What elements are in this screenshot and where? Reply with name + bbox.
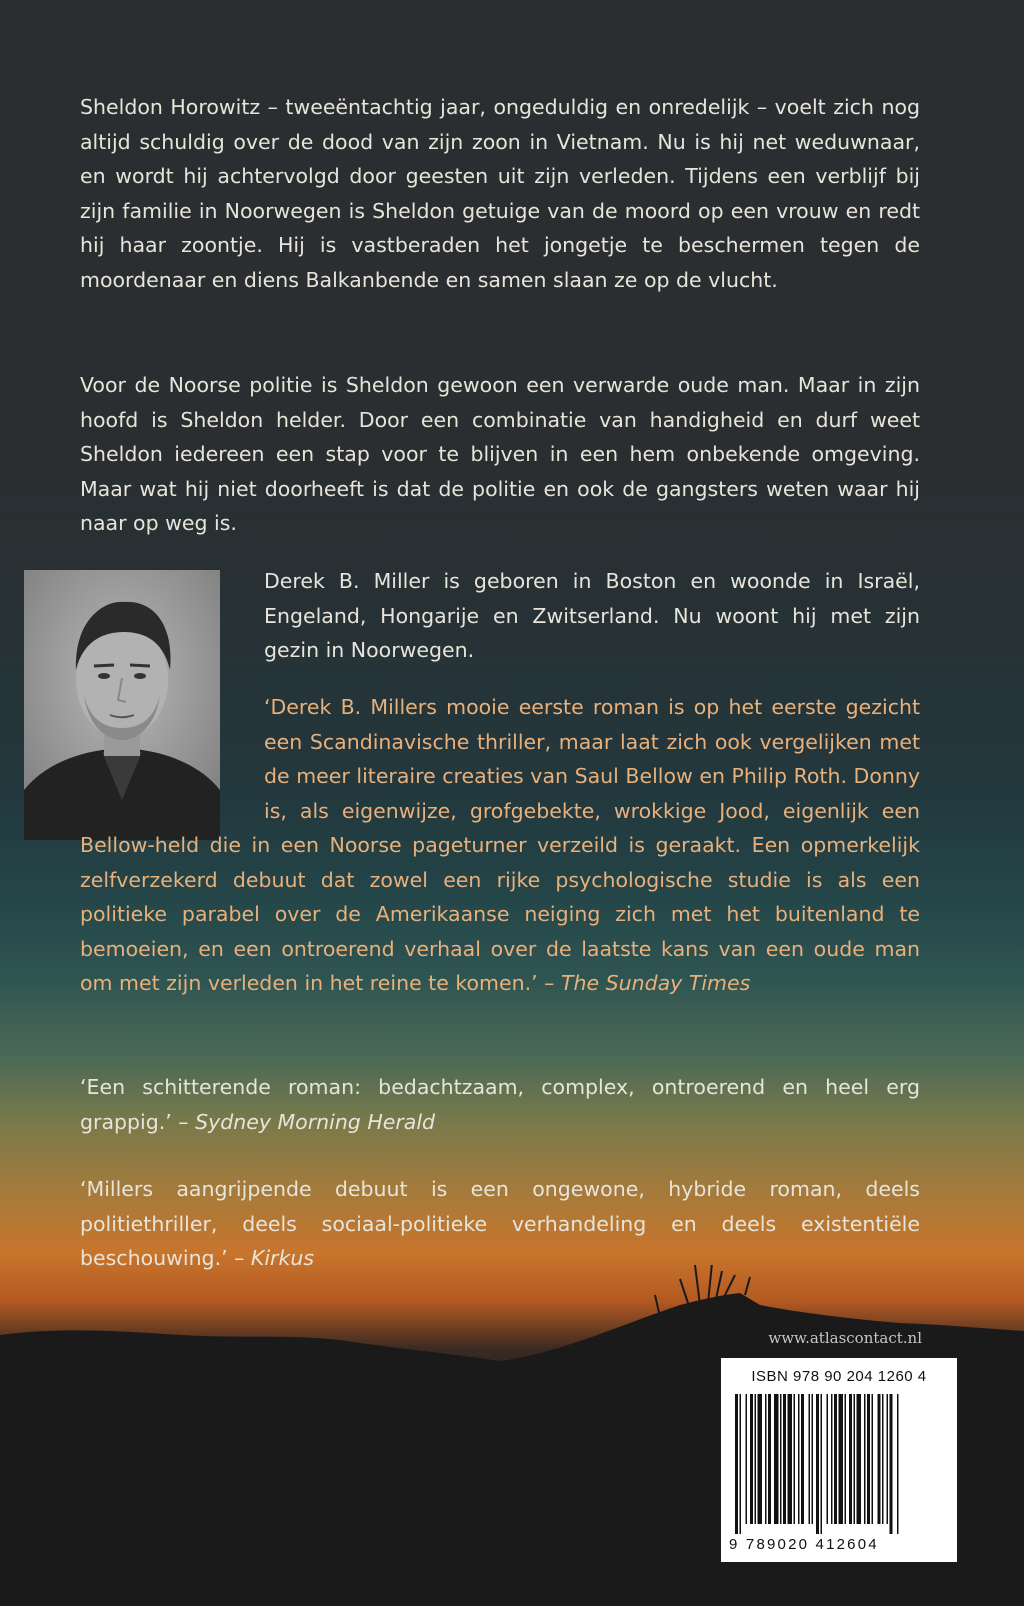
barcode-bar [857,1394,862,1524]
barcode-bar [788,1394,793,1524]
barcode-bar [801,1394,804,1524]
isbn-label: ISBN 978 90 204 1260 4 [751,1368,927,1385]
review-source: The Sunday Times [560,971,751,995]
barcode-bar [864,1394,866,1524]
review-quote-sunday-times [80,690,920,1001]
synopsis-paragraph-2: Voor de Noorse politie is Sheldon gewoon een verwarde oude man. Maar in zijn hoofd is Sheldon helder. Door een combinatie van handigheid en durf weet Sheldon iedereen een stap voor te blijven in een hem onbekende omgeving. Maar wat hij niet doorheeft is dat de politie en ook de gangsters weten waar hij naar op weg is. [80,373,920,535]
barcode-bar [882,1394,884,1524]
barcode-bar [812,1394,814,1524]
barcode-bar [750,1394,753,1524]
barcode-digits: 9 789020 412604 [729,1536,879,1553]
barcode-bar [839,1394,844,1524]
barcode-bar [834,1394,837,1524]
barcode-bar [798,1394,800,1524]
barcode-bar [878,1394,881,1524]
barcode-bar [821,1394,823,1534]
review-quote-kirkus [80,1172,920,1276]
barcode-bar [794,1394,796,1524]
barcode-bar [783,1394,786,1524]
synopsis-paragraph-1: Sheldon Horowitz – tweeëntachtig jaar, ongeduldig en onredelijk – voelt zich nog altijd schuldig over de dood van zijn zoon in Vietnam. Nu is hij net weduwnaar, en wordt hij achtervolgd door geesten uit zijn verleden. Tijdens een verblijf bij zijn familie in Noorwegen is Sheldon getuige van de moord op een vrouw en redt hij haar zoontje. Hij is vastberaden het jongetje te beschermen tegen de moordenaar en diens Balkanbende en samen slaan ze op de vlucht. [80,95,920,292]
review-quote-text: ‘Millers aangrijpende debuut is een ongewone, hybride roman, deels politiethriller, deels sociaal-politieke verhandeling en deels existentiële beschouwing.’ – [80,1177,920,1270]
barcode-bar [854,1394,856,1524]
barcode-bar [768,1394,771,1524]
barcode-bar [897,1394,899,1534]
publisher-website: www.atlascontact.nl [768,1329,922,1347]
barcode-bar [735,1394,738,1534]
barcode-bar [774,1394,779,1524]
barcode-bar [872,1394,874,1524]
barcode-bar [831,1394,833,1524]
barcode-bar [746,1394,748,1524]
barcode-bar [809,1394,811,1524]
review-source: Kirkus [250,1246,315,1270]
barcode-bar [887,1394,889,1524]
barcode-bar [816,1394,819,1534]
barcode-bar [765,1394,767,1524]
barcode-bar [849,1394,852,1524]
review-quote-text: ‘Derek B. Millers mooie eerste roman is op het eerste gezicht een Scandinavische thriller, maar laat zich ook vergelijken met de meer literaire creaties van Saul Bellow en Philip Roth. Donny is, als eigenwijze, grofgebekte, wrokkige Jood, eigenlijk een Bellow-held die in een Noorse pageturner verzeild is geraakt. Een opmerkelijk zelfverzekerd debuut dat zowel een rijke psychologische studie is als een politieke parabel over de Amerikaanse neiging zich met het buitenland te bemoeien, en een ontroerend verhaal over de laatste kans van een oude man om met zijn verleden in het reine te komen.’ – [80,695,920,995]
barcode-bar [890,1394,893,1534]
barcode-bar [740,1394,742,1534]
barcode-bar [758,1394,763,1524]
barcode-bar [845,1394,847,1524]
barcode-bar [867,1394,870,1524]
isbn-barcode [721,1358,957,1562]
review-source: Sydney Morning Herald [195,1109,436,1134]
author-bio: Derek B. Miller is geboren in Boston en woonde in Israël, Engeland, Hongarije en Zwitserland. Nu woont hij met zijn gezin in Noorwegen. [264,569,920,662]
barcode-bars [735,1394,943,1534]
barcode-bar [780,1394,782,1524]
review-quote-sydney [80,1070,920,1139]
barcode-bar [755,1394,757,1524]
review-quote-text: ‘Een schitterende roman: bedachtzaam, complex, ontroerend en heel erg grappig.’ – [80,1075,920,1134]
barcode-bar [827,1394,829,1524]
